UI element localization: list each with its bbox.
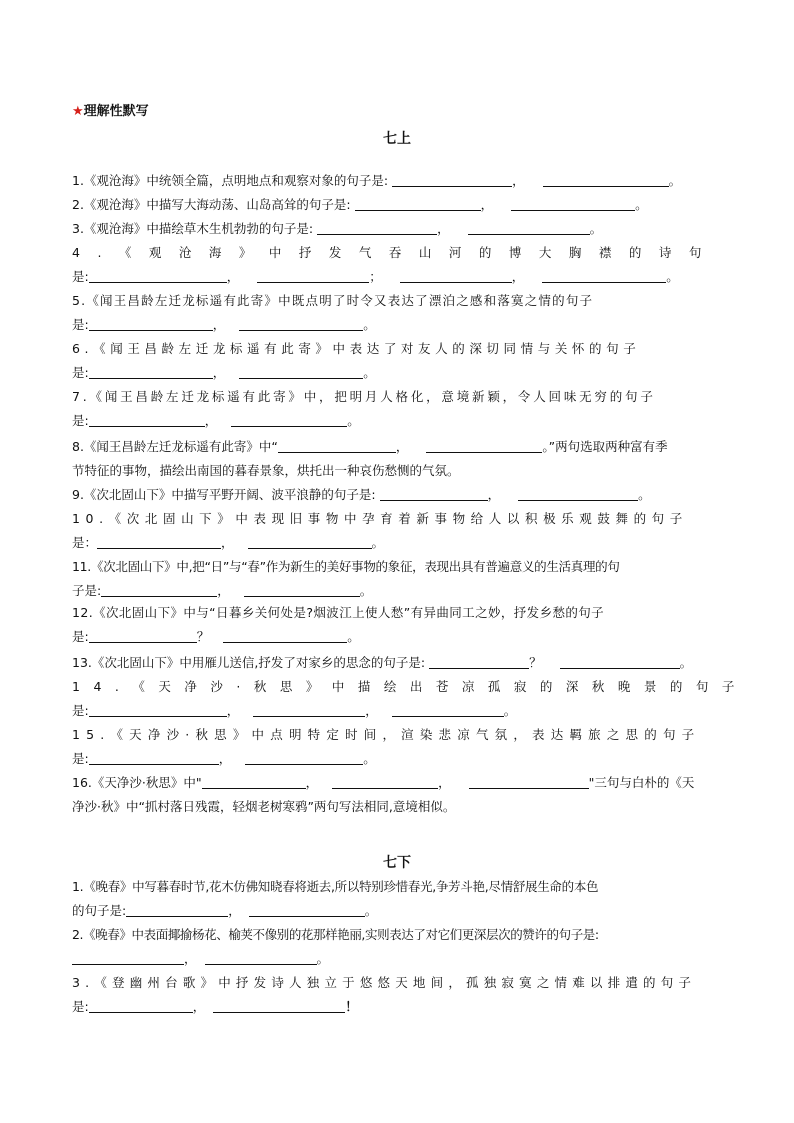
answer-blank[interactable] [542, 270, 666, 283]
answer-blank[interactable] [317, 222, 437, 235]
answer-blank[interactable] [543, 174, 669, 187]
question-r3-answer: 是: ， ！ [72, 999, 358, 1014]
answer-blank[interactable] [231, 414, 347, 427]
answer-blank[interactable] [245, 752, 363, 765]
section-title-7a: 七上 [383, 131, 411, 147]
answer-blank[interactable] [223, 630, 347, 643]
answer-blank[interactable] [257, 270, 369, 283]
question-16-cont: 净沙·秋》中“抓村落日残霞，轻烟老树寒鸦”两句写法相同,意境相似。 [72, 799, 456, 814]
answer-blank[interactable] [518, 488, 638, 501]
question-5: 5.《闻王昌龄左迁龙标遥有此寄》中既点明了时令又表达了漂泊之感和落寞之情的句子 [72, 293, 594, 308]
question-8-cont: 节特征的事物，描绘出南国的暮春景象，烘托出一种哀伤愁恻的气氛。 [72, 463, 460, 478]
answer-blank[interactable] [213, 1000, 345, 1013]
answer-blank[interactable] [72, 952, 184, 965]
answer-blank[interactable] [202, 776, 306, 789]
answer-blank[interactable] [89, 1000, 193, 1013]
answer-blank[interactable] [89, 414, 205, 427]
question-r1: 1.《晚春》中写暮春时节,花木仿佛知晓春将逝去,所以特别珍惜春光,争芳斗艳,尽情舒展生命的本色 [72, 879, 599, 894]
question-14: 14.《天净沙·秋思》中描绘出苍凉孤寂的深秋晚景的句子 [72, 679, 748, 694]
question-9: 9.《次北固山下》中描写平野开阔、波平浪静的句子是: ， 。 [72, 487, 651, 502]
answer-blank[interactable] [249, 904, 365, 917]
question-3: 3.《观沧海》中描绘草木生机勃勃的句子是: ， 。 [72, 221, 603, 236]
answer-blank[interactable] [429, 656, 529, 669]
question-11-answer: 子是: ， 。 [72, 583, 373, 598]
answer-blank[interactable] [97, 536, 221, 549]
answer-blank[interactable] [239, 318, 363, 331]
answer-blank[interactable] [278, 440, 396, 453]
question-15: 15.《天净沙·秋思》中点明特定时间，渲染悲凉气氛，表达羁旅之思的句子 [72, 727, 701, 742]
section-header [72, 100, 149, 119]
question-10: 10.《次北固山下》中表现旧事物中孕育着新事物给人以积极乐观鼓舞的句子 [72, 511, 688, 526]
question-7: 7.《闻王昌龄左迁龙标遥有此寄》中，把明月人格化，意境新颖，令人回味无穷的句子 [72, 389, 656, 404]
question-r2: 2.《晚春》中表面揶揄杨花、榆荚不像别的花那样艳丽,实则表达了对它们更深层次的赞许的句子是: [72, 927, 599, 942]
question-6-answer: 是: ， 。 [72, 365, 376, 380]
question-5-answer: 是: ， 。 [72, 317, 376, 332]
answer-blank[interactable] [332, 776, 438, 789]
answer-blank[interactable] [400, 270, 512, 283]
question-16: 16.《天净沙·秋思》中" ， ， "三句与白朴的《天 [72, 775, 695, 790]
answer-blank[interactable] [244, 584, 360, 597]
answer-blank[interactable] [392, 704, 504, 717]
question-7-answer: 是: ， 。 [72, 413, 360, 428]
question-r1-answer: 的句子是: ， 。 [72, 903, 378, 918]
answer-blank[interactable] [560, 656, 680, 669]
answer-blank[interactable] [355, 198, 481, 211]
question-13: 13.《次北固山下》中用雁儿送信,抒发了对家乡的思念的句子是: ？ 。 [72, 655, 693, 670]
answer-blank[interactable] [511, 198, 635, 211]
answer-blank[interactable] [205, 952, 317, 965]
answer-blank[interactable] [468, 222, 590, 235]
question-4: 4.《观沧海》中抒发气吞山河的博大胸襟的诗句 [72, 245, 719, 260]
answer-blank[interactable] [392, 174, 512, 187]
answer-blank[interactable] [89, 630, 197, 643]
section-title-7b: 七下 [383, 855, 411, 871]
question-15-answer: 是: ， 。 [72, 751, 376, 766]
question-r2-answer: ， 。 [72, 950, 724, 968]
question-r3: 3.《登幽州台歌》中抒发诗人独立于悠悠天地间，孤独寂寞之情难以排遣的句子 [72, 975, 697, 990]
answer-blank[interactable] [89, 318, 213, 331]
answer-blank[interactable] [89, 752, 219, 765]
answer-blank[interactable] [239, 366, 363, 379]
question-12: 12.《次北固山下》中与“日暮乡关何处是?烟波江上使人愁”有异曲同工之妙，抒发乡愁的句子 [72, 605, 605, 620]
answer-blank[interactable] [380, 488, 488, 501]
answer-blank[interactable] [89, 704, 227, 717]
header-title: 理解性默写 [83, 104, 149, 119]
answer-blank[interactable] [89, 270, 227, 283]
answer-blank[interactable] [469, 776, 589, 789]
question-1: 1.《观沧海》中统领全篇，点明地点和观察对象的句子是: ， 。 [72, 173, 682, 188]
question-14-answer: 是: ， ， 。 [72, 703, 517, 718]
question-6: 6.《闻王昌龄左迁龙标遥有此寄》中表达了对友人的深切同情与关怀的句子 [72, 341, 641, 356]
star-icon: ★ [72, 104, 84, 119]
question-8: 8.《闻王昌龄左迁龙标遥有此寄》中“ ， 。”两句选取两种富有季 [72, 439, 668, 454]
answer-blank[interactable] [248, 536, 372, 549]
answer-blank[interactable] [89, 366, 213, 379]
question-11: 11.《次北固山下》中,把“日”与“春”作为新生的美好事物的象征，表现出具有普遍意义的生活真理的句 [72, 559, 620, 574]
question-10-answer: 是： ， 。 [72, 535, 385, 550]
question-12-answer: 是: ？ 。 [72, 629, 360, 644]
answer-blank[interactable] [126, 904, 228, 917]
answer-blank[interactable] [426, 440, 542, 453]
answer-blank[interactable] [101, 584, 217, 597]
answer-blank[interactable] [253, 704, 365, 717]
question-4-answer: 是: ， ； ， 。 [72, 269, 679, 284]
question-2: 2.《观沧海》中描写大海动荡、山岛高耸的句子是: ， 。 [72, 197, 648, 212]
